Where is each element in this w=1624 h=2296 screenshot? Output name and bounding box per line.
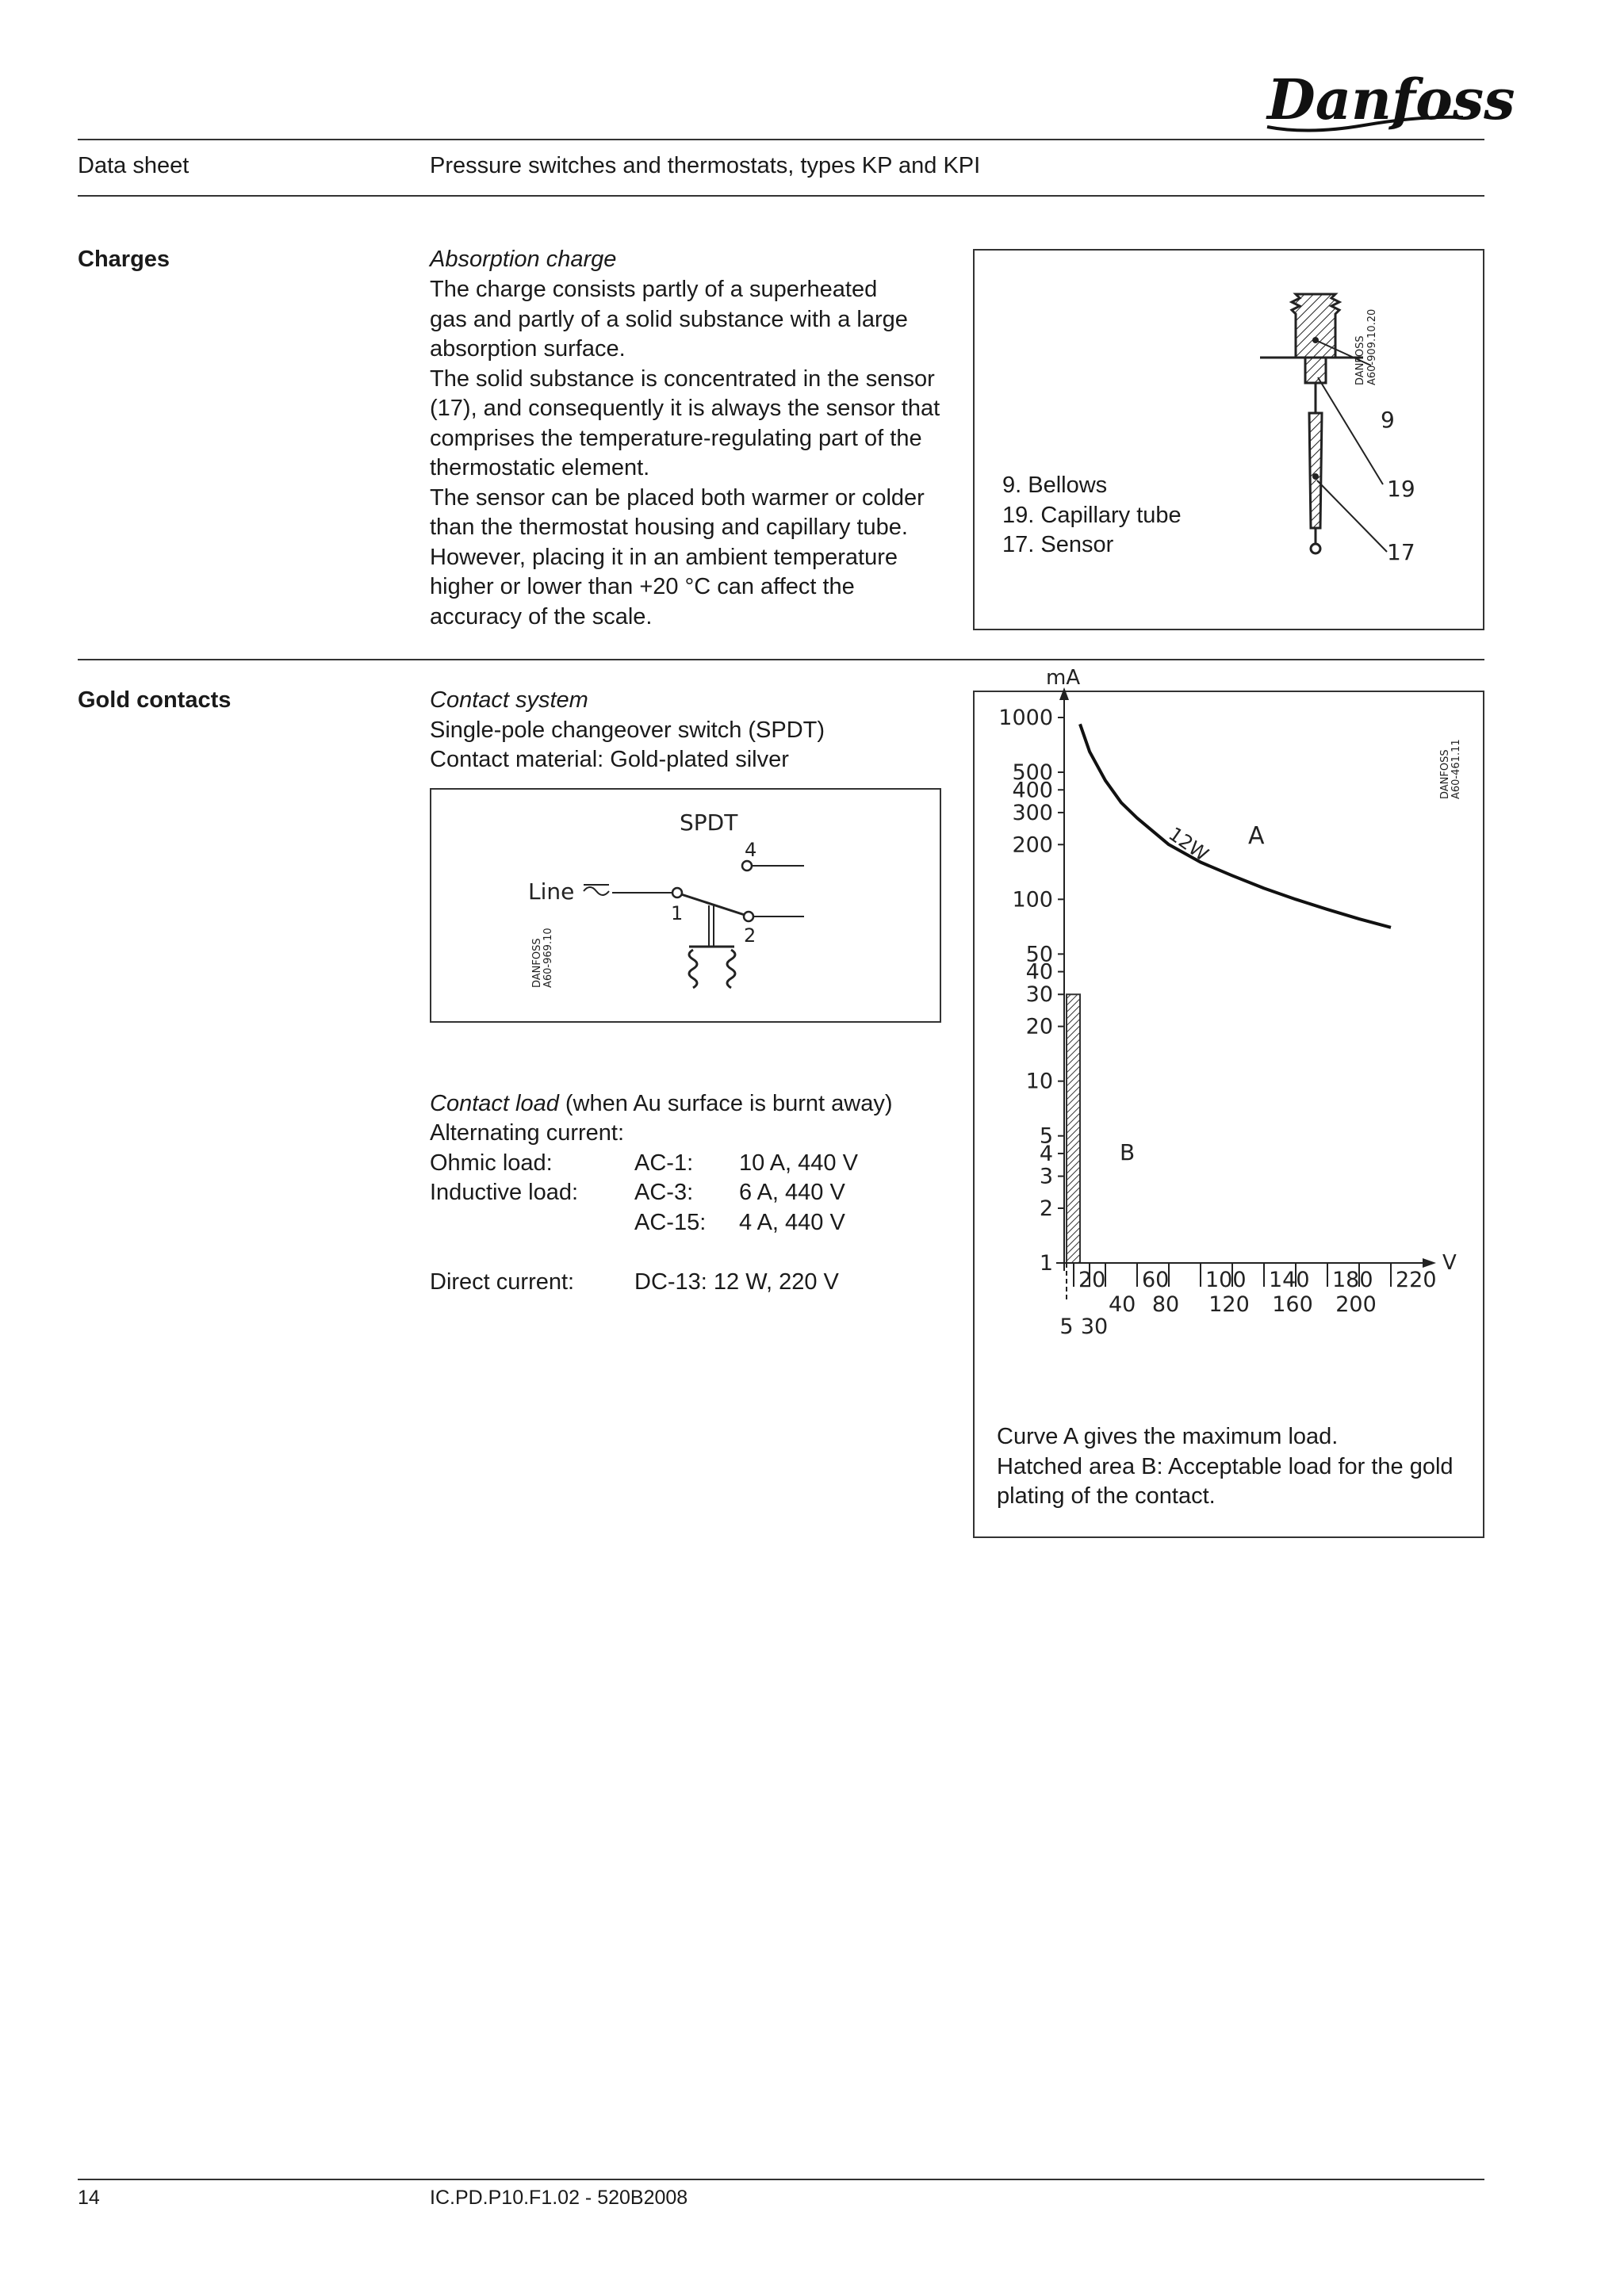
dc-value: DC-13: 12 W, 220 V	[634, 1269, 839, 1295]
y-tick-label: 1000	[998, 706, 1053, 730]
spdt-diagram-box	[430, 788, 941, 1023]
sensor-legend	[1002, 471, 1182, 561]
legend-item: 9. Bellows	[1002, 473, 1108, 498]
y-tick-label: 5	[1039, 1123, 1053, 1149]
load-category: AC-1:	[634, 1150, 694, 1176]
x-tick-label: 60	[1142, 1268, 1170, 1292]
sensor-figure-box	[973, 249, 1484, 630]
gold-line: Single-pole changeover switch (SPDT)	[430, 718, 825, 743]
paragraph-line: than the thermostat housing and capillary tube.	[430, 515, 908, 540]
y-tick-label: 2	[1039, 1196, 1053, 1221]
header-rule-top	[78, 139, 1484, 140]
x-axis-label: V	[1442, 1251, 1457, 1275]
caption-line: plating of the contact.	[997, 1483, 1216, 1509]
load-value: 6 A, 440 V	[739, 1180, 845, 1205]
pin-4-label: 4	[745, 839, 757, 861]
footer-rule	[78, 2179, 1484, 2180]
x-tick-label: 120	[1208, 1292, 1250, 1317]
chart-code-2: A60-461.11	[1450, 739, 1462, 799]
section-rule	[78, 659, 1484, 660]
callout-9: 9	[1381, 407, 1395, 433]
paragraph-line: absorption surface.	[430, 336, 626, 362]
region-b	[1067, 994, 1080, 1263]
contact-load-heading-rest: (when Au surface is burnt away)	[558, 1091, 893, 1116]
spdt-title: SPDT	[680, 809, 738, 836]
region-b-label: B	[1120, 1138, 1136, 1165]
y-tick-label: 4	[1039, 1141, 1053, 1166]
spdt-diagram	[431, 790, 940, 1021]
load-category: AC-15:	[634, 1210, 707, 1235]
header-rule-bottom	[78, 195, 1484, 197]
load-value: 4 A, 440 V	[739, 1210, 845, 1235]
line-label: Line	[528, 878, 575, 905]
page-number: 14	[78, 2187, 100, 2209]
x-tick-label: 140	[1269, 1268, 1310, 1292]
pin-1-label: 1	[671, 902, 684, 924]
x-tick-label: 160	[1272, 1292, 1313, 1317]
load-value: 10 A, 440 V	[739, 1150, 858, 1176]
curve-a	[1080, 724, 1391, 928]
paragraph-line: (17), and consequently it is always the sensor that	[430, 396, 940, 421]
doc-title: Pressure switches and thermostats, types KP and KPI	[430, 153, 981, 178]
x-axis-arrow	[1423, 1258, 1436, 1268]
callout-17: 17	[1387, 539, 1415, 565]
callout-19: 19	[1387, 476, 1415, 502]
y-tick-label: 100	[1012, 887, 1053, 913]
chart-code-1: DANFOSS	[1439, 749, 1451, 799]
y-tick-label: 50	[1025, 942, 1053, 967]
charges-paragraph	[430, 275, 940, 632]
charges-subheading: Absorption charge	[430, 247, 617, 272]
gold-line: Contact material: Gold-plated silver	[430, 747, 789, 772]
figure-code-1: DANFOSS	[1354, 335, 1366, 385]
doc-code: IC.PD.P10.F1.02 - 520B2008	[430, 2187, 688, 2209]
contact-load-heading	[430, 1089, 893, 1119]
load-chart-box	[973, 666, 1484, 1538]
diagram-code-1: DANFOSS	[531, 938, 543, 988]
load-chart	[975, 666, 1483, 1339]
x-tick-label: 5	[1059, 1314, 1074, 1339]
pin-2-label: 2	[744, 924, 756, 947]
paragraph-line: The charge consists partly of a superheated	[430, 277, 878, 302]
x-tick-label: 30	[1080, 1314, 1109, 1339]
curve-a-label: A	[1248, 821, 1265, 850]
paragraph-line: The solid substance is concentrated in the sensor	[430, 365, 935, 392]
paragraph-line: However, placing it in an ambient temperature	[430, 544, 898, 570]
y-tick-label: 400	[1012, 778, 1053, 803]
y-tick-label: 1	[1039, 1251, 1053, 1276]
load-label: Ohmic load:	[430, 1150, 553, 1176]
paragraph-line: The sensor can be placed both warmer or colder	[430, 484, 925, 511]
x-tick-label: 40	[1109, 1292, 1136, 1317]
y-tick-label: 30	[1025, 982, 1053, 1008]
paragraph-line: comprises the temperature-regulating part of the	[430, 425, 922, 451]
x-tick-label: 200	[1335, 1292, 1377, 1317]
paragraph-line: gas and partly of a solid substance with a large	[430, 306, 908, 332]
load-category: AC-3:	[634, 1180, 694, 1205]
load-label: Inductive load:	[430, 1180, 579, 1205]
y-axis-label: mA	[1046, 666, 1081, 690]
danfoss-logo-text: Danfoss	[1267, 67, 1515, 132]
gold-subheading: Contact system	[430, 687, 588, 713]
x-tick-label: 80	[1151, 1292, 1180, 1317]
diagram-code-2: A60-969.10	[542, 928, 554, 988]
y-tick-label: 300	[1012, 800, 1053, 825]
ac-label: Alternating current:	[430, 1120, 625, 1146]
caption-line: Hatched area B: Acceptable load for the gold	[997, 1453, 1454, 1479]
x-tick-label: 180	[1332, 1268, 1373, 1292]
legend-item: 17. Sensor	[1002, 532, 1114, 557]
paragraph-line: thermostatic element.	[430, 455, 650, 480]
curve-power-label: 12W	[1164, 822, 1213, 866]
dc-label: Direct current:	[430, 1269, 575, 1295]
contact-load-heading-italic: Contact load	[430, 1091, 559, 1116]
y-tick-label: 10	[1025, 1069, 1053, 1094]
caption-line: Curve A gives the maximum load.	[997, 1424, 1339, 1449]
section-heading-gold-contacts: Gold contacts	[78, 687, 232, 713]
y-tick-label: 20	[1025, 1014, 1053, 1039]
y-tick-label: 3	[1039, 1164, 1053, 1189]
doc-type: Data sheet	[78, 153, 190, 178]
paragraph-line: accuracy of the scale.	[430, 603, 653, 629]
x-tick-label: 220	[1396, 1268, 1437, 1292]
figure-code-2: A60-909.10.20	[1366, 308, 1378, 385]
paragraph-line: higher or lower than +20 °C can affect the	[430, 574, 855, 599]
y-tick-label: 500	[1012, 760, 1053, 786]
x-tick-label: 100	[1205, 1268, 1247, 1292]
y-tick-label: 40	[1025, 959, 1053, 985]
section-heading-charges: Charges	[78, 247, 170, 272]
x-tick-label: 20	[1078, 1268, 1106, 1292]
y-tick-label: 200	[1012, 832, 1053, 858]
chart-caption	[997, 1422, 1454, 1512]
danfoss-logo	[1261, 62, 1515, 141]
sensor-diagram	[1260, 266, 1474, 584]
legend-item: 19. Capillary tube	[1002, 502, 1182, 528]
